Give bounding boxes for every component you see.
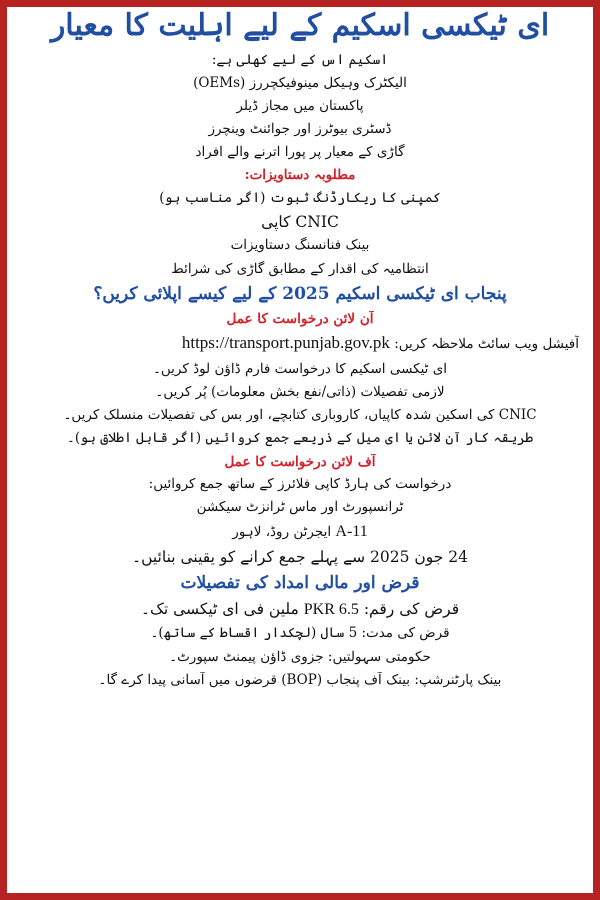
loan-amount-label: قرض کی رقم: (363, 600, 460, 619)
loan-heading: قرض اور مالی امداد کی تفصیلات (180, 572, 420, 593)
official-website-link[interactable]: https://transport.punjab.gov.pk (181, 333, 390, 353)
page-title: ای ٹیکسی اسکیم کے لیے اہلیت کا معیار (50, 9, 550, 43)
eligibility-item: ڈسٹری بیوٹرز اور جوائنٹ وینچرز (208, 121, 392, 138)
documents-heading: مطلوبہ دستاویزات: (244, 167, 356, 184)
document-item: بینک فنانسنگ دستاویزات (230, 237, 370, 254)
online-step: ای ٹیکسی اسکیم کا درخواست فارم ڈاؤن لوڈ کریں۔ (152, 360, 448, 377)
offline-office: ٹرانسپورٹ اور ماس ٹرانزٹ سیکشن (196, 498, 404, 515)
online-step: لازمی تفصیلات (ذاتی/نفع بخش معلومات) پُر کریں۔ (155, 383, 445, 400)
offline-process-heading: آف لائن درخواست کا عمل (224, 453, 376, 470)
offline-deadline: 24 جون 2025 سے پہلے جمع کرانے کو یقینی بنائیں۔ (131, 548, 468, 567)
online-step: CNIC کی اسکین شدہ کاپیاں، کاروباری کتابچے، اور بس کی تفصیلات منسلک کریں۔ (63, 407, 537, 424)
online-step: طریقہ کار آن لائن یا ای میل کے ذریعے جمع کروائیں (اگر قابل اطلاق ہو)۔ (66, 430, 534, 447)
official-website-label: آفیشل ویب سائٹ ملاحظہ کریں: (394, 336, 579, 353)
address-street: ایجرٹن روڈ، لاہور (232, 524, 332, 541)
document-item: کمپنی کا ریکارڈنگ ثبوت (اگر مناسب ہو) (159, 189, 441, 206)
eligibility-item: گاڑی کے معیار پر پورا اترنے والے افراد (195, 144, 405, 161)
offline-address (21, 522, 579, 541)
how-to-apply-heading: پنجاب ای ٹیکسی اسکیم 2025 کے لیے کیسے اپلائی کریں؟ (93, 283, 507, 304)
address-number: A-11 (335, 523, 368, 541)
document-item: انتظامیہ کی اقدار کے مطابق گاڑی کی شرائط (171, 260, 429, 277)
loan-item: بینک پارٹنرشپ: بینک آف پنجاب (BOP) قرضوں میں آسانی پیدا کرے گا۔ (98, 671, 502, 688)
loan-item: حکومتی سہولتیں: جزوی ڈاؤن پیمنٹ سپورٹ۔ (169, 648, 431, 665)
offline-intro: درخواست کی ہارڈ کاپی فلائرز کے ساتھ جمع کروائیں: (148, 475, 452, 492)
loan-amount-suffix: ملین فی ای ٹیکسی تک۔ (140, 600, 299, 619)
eligibility-intro: اسکیم اس کے لیے کھلی ہے: (211, 51, 389, 68)
official-website-line (21, 333, 579, 353)
loan-item: قرض کی مدت: 5 سال (لچکدار اقساط کے ساتھ)۔ (150, 625, 450, 642)
document-item: CNIC کاپی (261, 212, 339, 231)
eligibility-item: پاکستان میں مجاز ڈیلر (236, 97, 364, 114)
loan-amount-value: PKR 6.5 (303, 601, 359, 619)
loan-amount-line (21, 600, 579, 619)
online-process-heading: آن لائن درخواست کا عمل (226, 311, 374, 328)
eligibility-item: الیکٹرک وہیکل مینوفیکچررز (OEMs) (193, 74, 407, 91)
